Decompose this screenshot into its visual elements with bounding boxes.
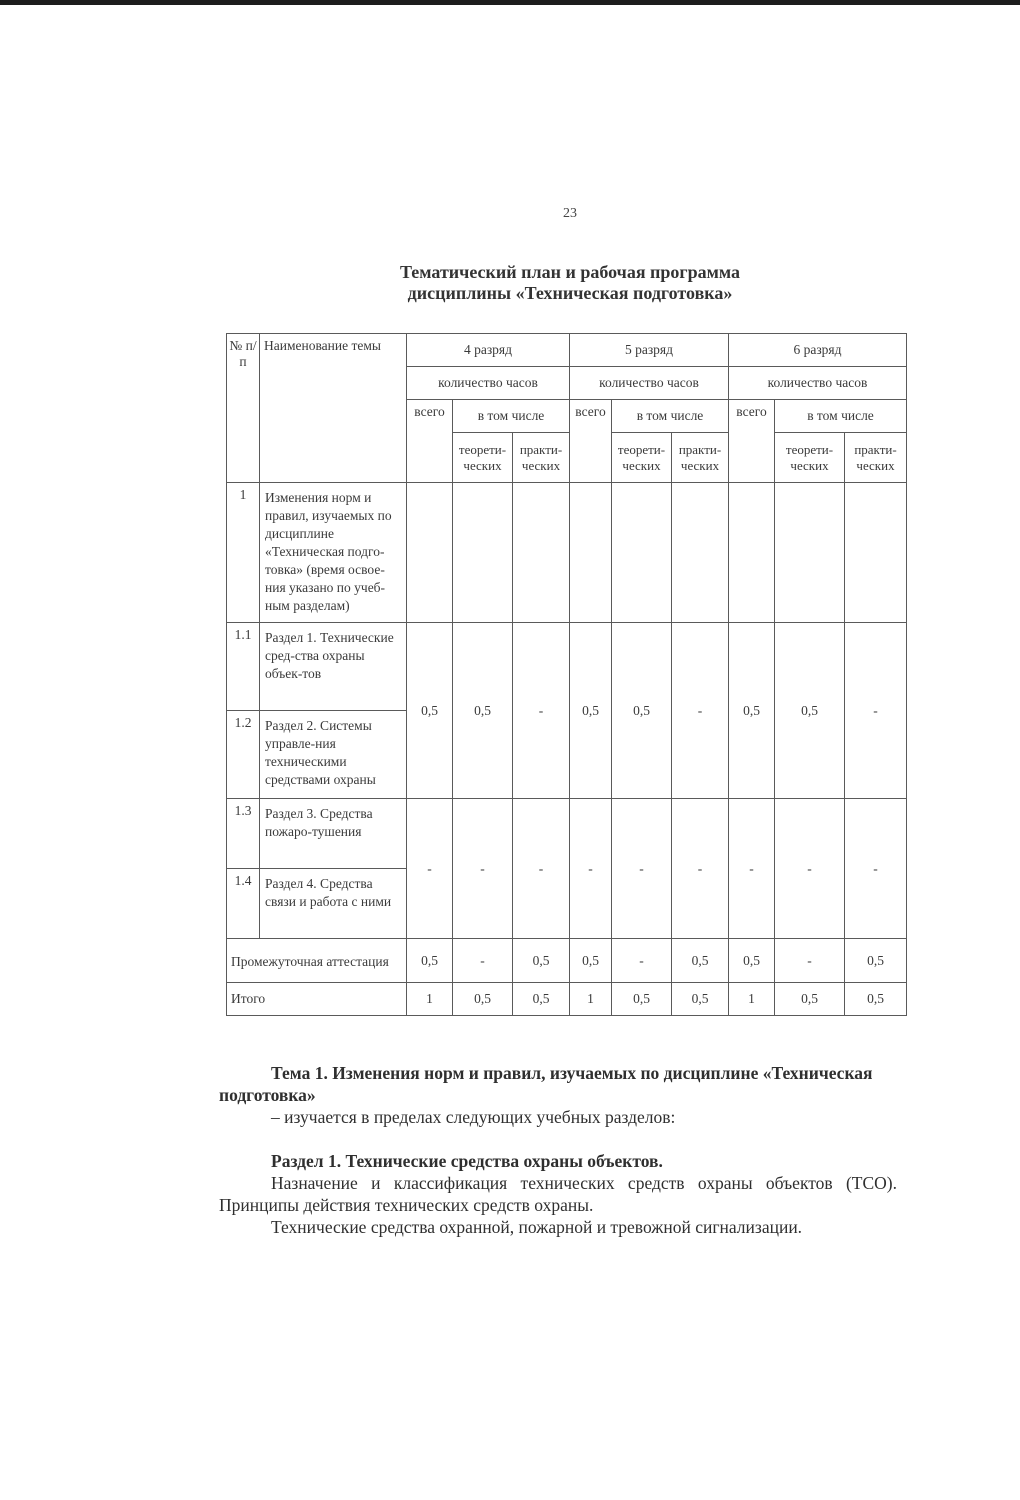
body-text	[219, 1062, 897, 1238]
value-cell	[513, 483, 570, 623]
value-cell: 0,5	[612, 623, 672, 799]
value-cell	[453, 483, 513, 623]
value-cell: 0,5	[407, 939, 453, 983]
value-cell: 0,5	[775, 623, 845, 799]
page-number: 23	[563, 206, 577, 221]
value-cell: 0,5	[775, 983, 845, 1016]
value-cell: -	[729, 799, 775, 939]
row-num: 1.1	[227, 623, 260, 711]
header-total-6: всего	[729, 400, 775, 483]
table-row	[227, 623, 907, 711]
value-cell: 1	[407, 983, 453, 1016]
header-total-5: всего	[570, 400, 612, 483]
row-topic-name: Изменения норм и правил, изучаемых по дисциплине «Техническая подго-товка» (время освое-ния указано по учеб-ным разделам)	[260, 483, 407, 623]
header-hours-5: количество часов	[570, 367, 729, 400]
total-label: Итого	[227, 983, 407, 1016]
value-cell: -	[845, 799, 907, 939]
row-topic-name: Раздел 1. Технические сред-ства охраны объек-тов	[260, 623, 407, 711]
section1-paragraph-1: Назначение и классификация технических средств охраны объектов (ТСО). Принципы действия технических средств охраны.	[219, 1173, 897, 1215]
table-row-intermediate	[227, 939, 907, 983]
header-theory-6: теорети-ческих	[775, 433, 845, 483]
value-cell: -	[453, 799, 513, 939]
value-cell: -	[845, 623, 907, 799]
topic1-heading: Тема 1. Изменения норм и правил, изучаемых по дисциплине «Техническая подготовка»	[219, 1063, 873, 1105]
value-cell	[845, 483, 907, 623]
scan-top-edge	[0, 0, 1020, 5]
value-cell	[729, 483, 775, 623]
value-cell: 0,5	[453, 983, 513, 1016]
value-cell: 0,5	[729, 623, 775, 799]
value-cell: -	[612, 799, 672, 939]
header-incl-6: в том числе	[775, 400, 907, 433]
topic1-subtitle: – изучается в пределах следующих учебных разделов:	[271, 1107, 676, 1127]
value-cell: 0,5	[612, 983, 672, 1016]
row-topic-name: Раздел 2. Системы управле-ния техническими средствами охраны	[260, 711, 407, 799]
value-cell: -	[453, 939, 513, 983]
title-line-1: Тематический план и рабочая программа	[399, 262, 741, 282]
value-cell: -	[672, 623, 729, 799]
row-topic-name: Раздел 3. Средства пожаро-тушения	[260, 799, 407, 869]
header-hours-6: количество часов	[729, 367, 907, 400]
header-grade-6: 6 разряд	[729, 334, 907, 367]
row-topic-name: Раздел 4. Средства связи и работа с ними	[260, 869, 407, 939]
value-cell: -	[672, 799, 729, 939]
header-grade-5: 5 разряд	[570, 334, 729, 367]
header-theory-5: теорети-ческих	[612, 433, 672, 483]
value-cell: 0,5	[570, 623, 612, 799]
value-cell: 0,5	[453, 623, 513, 799]
value-cell: 0,5	[407, 623, 453, 799]
row-num: 1.3	[227, 799, 260, 869]
table-row	[227, 483, 907, 623]
value-cell: -	[775, 939, 845, 983]
header-hours-4: количество часов	[407, 367, 570, 400]
value-cell: -	[775, 799, 845, 939]
header-grade-4: 4 разряд	[407, 334, 570, 367]
row-num: 1	[227, 483, 260, 623]
value-cell: -	[513, 623, 570, 799]
value-cell: 0,5	[513, 983, 570, 1016]
intermediate-label: Промежуточная аттестация	[227, 939, 407, 983]
header-incl-4: в том числе	[453, 400, 570, 433]
value-cell: 1	[570, 983, 612, 1016]
value-cell: 0,5	[845, 939, 907, 983]
value-cell: -	[407, 799, 453, 939]
row-num: 1.2	[227, 711, 260, 799]
value-cell: 0,5	[845, 983, 907, 1016]
header-practice-6: практи-ческих	[845, 433, 907, 483]
value-cell: -	[612, 939, 672, 983]
header-topic-name: Наименование темы	[260, 334, 407, 483]
table-row-total	[227, 983, 907, 1016]
value-cell	[672, 483, 729, 623]
header-practice-4: практи-ческих	[513, 433, 570, 483]
section1-paragraph-2: Технические средства охранной, пожарной и тревожной сигнализации.	[271, 1217, 803, 1237]
section1-heading: Раздел 1. Технические средства охраны объектов.	[271, 1151, 663, 1171]
table-row	[227, 799, 907, 869]
row-num: 1.4	[227, 869, 260, 939]
value-cell: -	[570, 799, 612, 939]
header-total-4: всего	[407, 400, 453, 483]
value-cell	[612, 483, 672, 623]
value-cell	[407, 483, 453, 623]
value-cell: 1	[729, 983, 775, 1016]
header-theory-4: теорети-ческих	[453, 433, 513, 483]
value-cell: -	[513, 799, 570, 939]
title-line-2: дисциплины «Техническая подготовка»	[407, 283, 733, 303]
value-cell: 0,5	[570, 939, 612, 983]
value-cell: 0,5	[729, 939, 775, 983]
document-title	[300, 262, 840, 304]
header-incl-5: в том числе	[612, 400, 729, 433]
thematic-plan-table	[226, 333, 907, 1016]
value-cell	[775, 483, 845, 623]
header-num: № п/п	[227, 334, 260, 483]
header-practice-5: практи-ческих	[672, 433, 729, 483]
value-cell: 0,5	[672, 983, 729, 1016]
value-cell: 0,5	[672, 939, 729, 983]
value-cell: 0,5	[513, 939, 570, 983]
value-cell	[570, 483, 612, 623]
